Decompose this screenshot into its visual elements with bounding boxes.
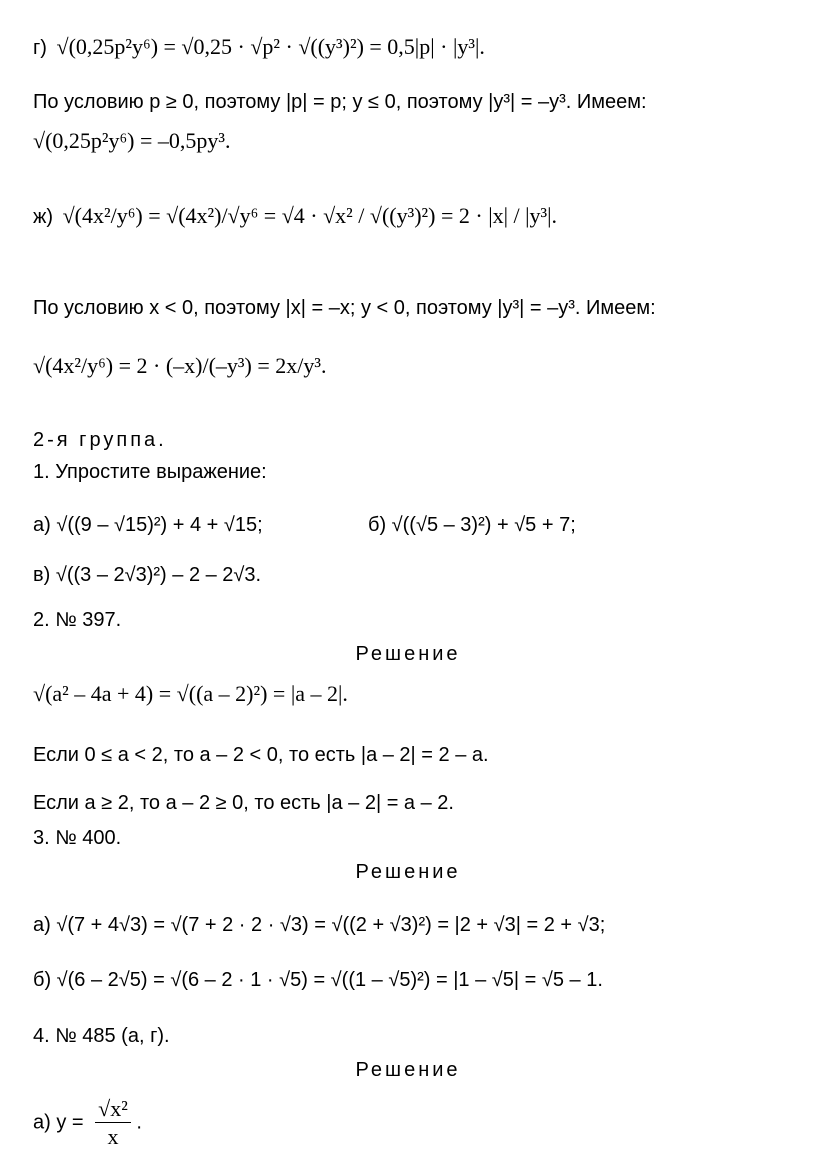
task4-solution-heading: Решение <box>355 1059 461 1081</box>
task1-item-b: б) √((√5 – 3)²) + √5 + 7; <box>368 514 576 536</box>
task2-formula: √(a² – 4a + 4) = √((a – 2)²) = |a – 2|. <box>33 681 348 706</box>
task1-title: 1. Упростите выражение: <box>33 461 267 483</box>
task4-item-a <box>33 1098 142 1148</box>
part-g-condition: По условию p ≥ 0, поэтому |p| = p; y ≤ 0, поэтому |y³| = –y³. Имеем: <box>33 91 647 113</box>
task4-item-a-numerator: √x² <box>95 1098 131 1123</box>
task1-item-v: в) √((3 – 2√3)²) – 2 – 2√3. <box>33 564 262 586</box>
task4-item-a-end: . <box>136 1111 142 1134</box>
part-g-label: г) <box>33 37 47 59</box>
task3-item-b: б) √(6 – 2√5) = √(6 – 2 · 1 · √5) = √((1 – √5)²) = |1 – √5| = √5 – 1. <box>33 969 603 991</box>
part-zh-result: √(4x²/y⁶) = 2 · (–x)/(–y³) = 2x/y³. <box>33 353 327 378</box>
part-zh-expression: √(4x²/y⁶) = √(4x²)/√y⁶ = √4 · √x² / √((y³)²) = 2 · |x| / |y³|. <box>62 203 558 228</box>
task3-title: 3. № 400. <box>33 827 122 849</box>
task2-case2: Если a ≥ 2, то a – 2 ≥ 0, то есть |a – 2| = a – 2. <box>33 792 454 814</box>
task1-item-a: а) √((9 – √15)²) + 4 + √15; <box>33 514 263 536</box>
task4-title: 4. № 485 (а, г). <box>33 1025 170 1047</box>
part-zh-condition: По условию x < 0, поэтому |x| = –x; y < 0, поэтому |y³| = –y³. Имеем: <box>33 297 656 319</box>
group2-heading: 2-я группа. <box>33 429 167 451</box>
task2-solution-heading: Решение <box>355 643 461 665</box>
part-g-formula <box>33 36 485 58</box>
task2-case1: Если 0 ≤ a < 2, то a – 2 < 0, то есть |a – 2| = 2 – a. <box>33 744 489 766</box>
task3-item-a: а) √(7 + 4√3) = √(7 + 2 · 2 · √3) = √((2 + √3)²) = |2 + √3| = 2 + √3; <box>33 914 606 936</box>
task3-solution-heading: Решение <box>355 861 461 883</box>
part-g-result: √(0,25p²y⁶) = –0,5py³. <box>33 128 231 153</box>
task4-item-a-lhs: а) y = <box>33 1111 84 1134</box>
task4-item-a-fraction <box>95 1098 131 1148</box>
part-zh-label: ж) <box>33 206 54 228</box>
part-g-expression: √(0,25p²y⁶) = √0,25 · √p² · √((y³)²) = 0,5|p| · |y³|. <box>56 34 485 59</box>
part-zh-formula <box>33 205 557 227</box>
task4-item-a-denominator: x <box>107 1124 119 1149</box>
task2-title: 2. № 397. <box>33 609 122 631</box>
